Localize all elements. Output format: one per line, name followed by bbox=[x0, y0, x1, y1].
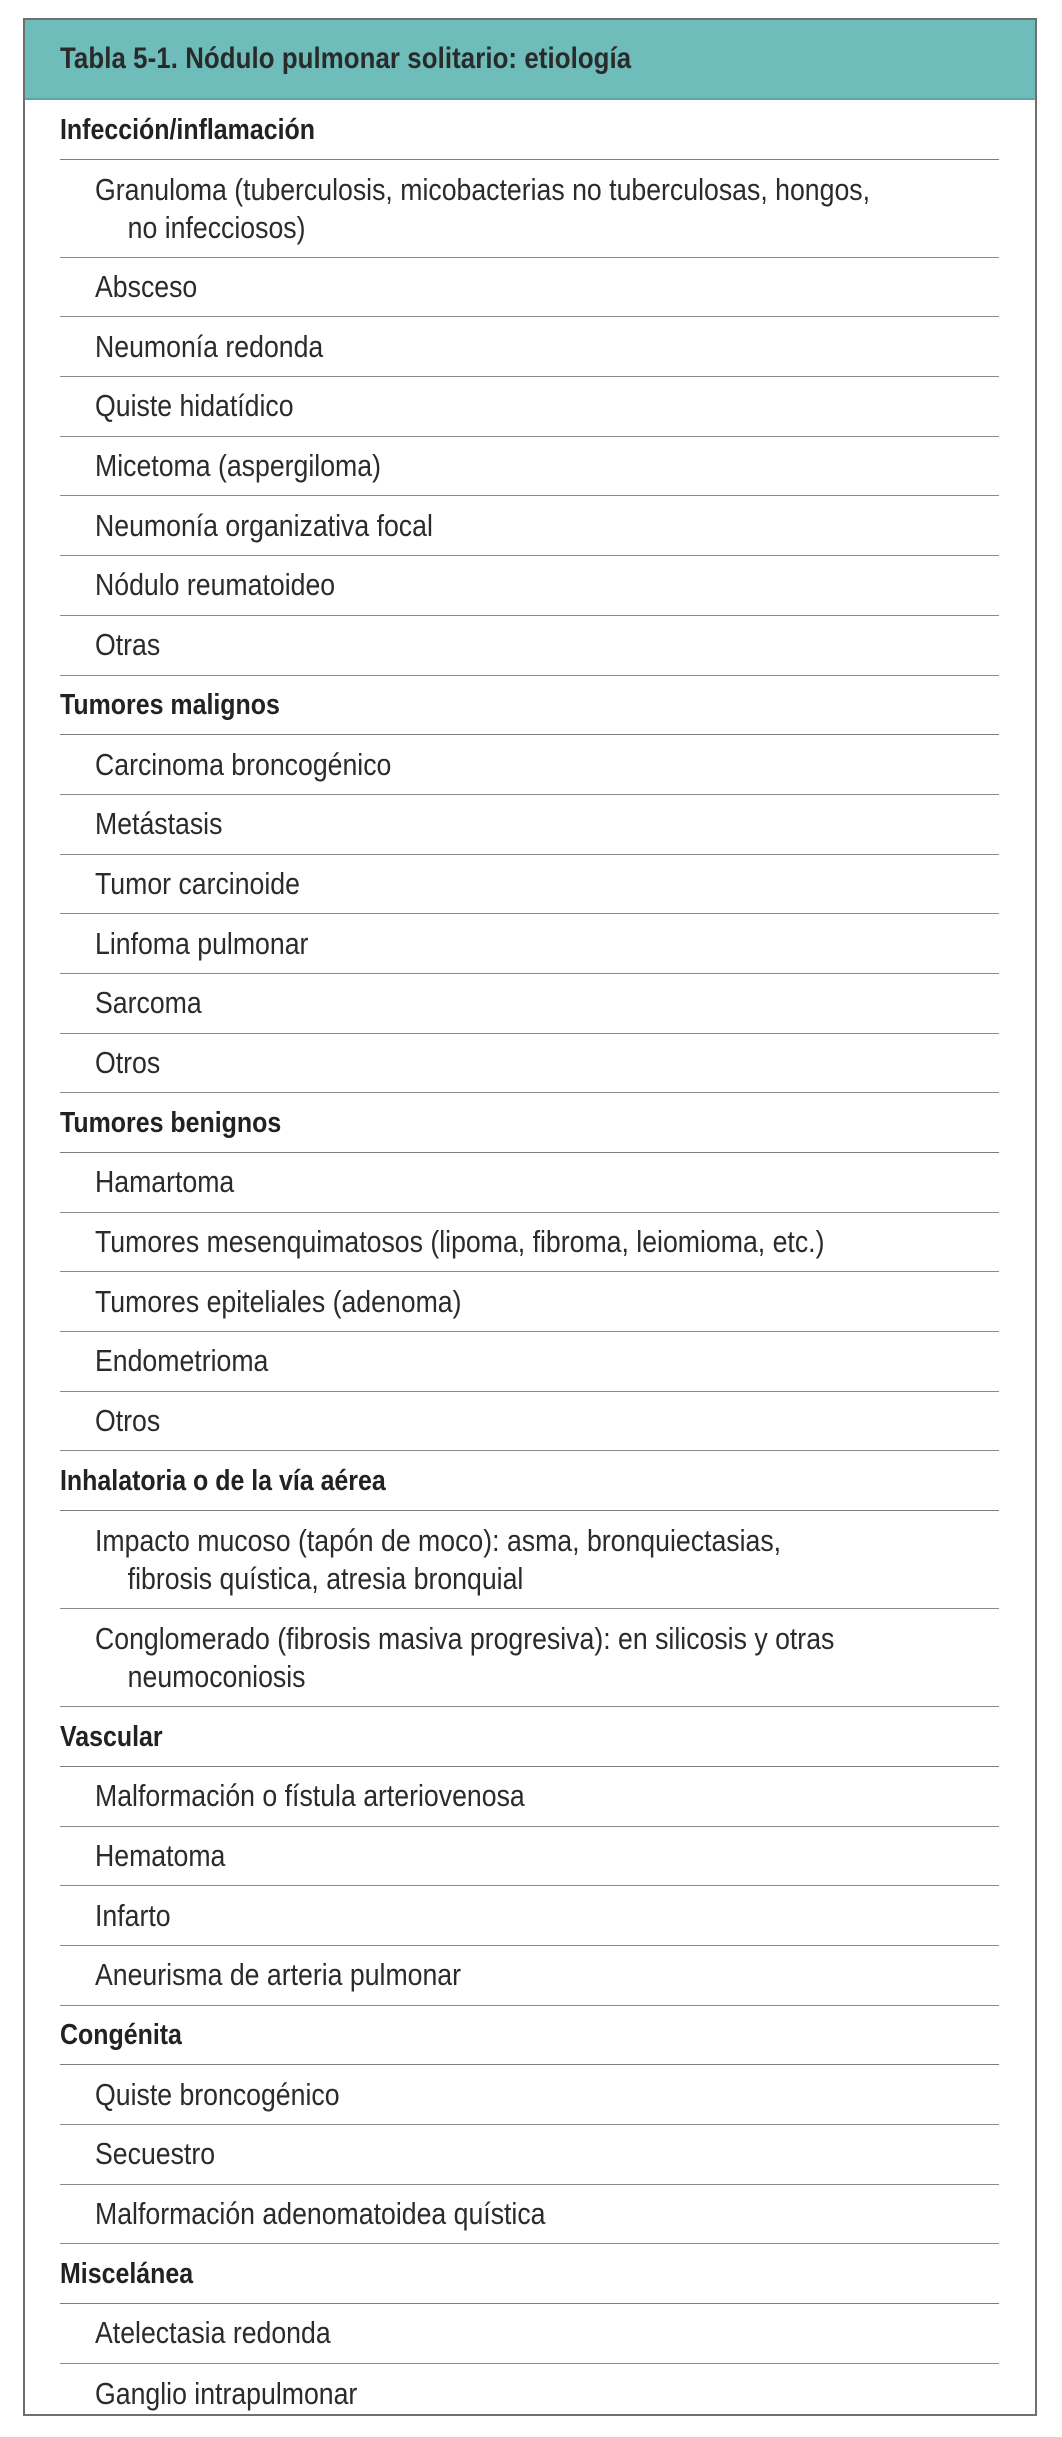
table-row bbox=[60, 1332, 999, 1392]
table-row bbox=[60, 2065, 999, 2125]
table-row bbox=[60, 377, 999, 437]
table-row-text: Malformación adenomatoidea quística bbox=[95, 2195, 546, 2231]
etiology-table bbox=[23, 18, 1037, 2416]
section-header-label: Inhalatoria o de la vía aérea bbox=[60, 1465, 386, 1498]
table-row bbox=[60, 2185, 999, 2245]
table-title: Tabla 5-1. Nódulo pulmonar solitario: etiología bbox=[60, 42, 632, 75]
table-row bbox=[60, 735, 999, 795]
section-header bbox=[60, 2006, 999, 2066]
table-row bbox=[60, 1272, 999, 1332]
table-row-text: Absceso bbox=[95, 269, 198, 305]
table-row-text: Quiste hidatídico bbox=[95, 388, 294, 424]
table-row-text: Atelectasia redonda bbox=[95, 2315, 331, 2351]
section-header-label: Tumores malignos bbox=[60, 689, 280, 722]
section-header bbox=[60, 1451, 999, 1511]
table-row-text: Infarto bbox=[95, 1897, 171, 1933]
table-row-text: Sarcoma bbox=[95, 985, 202, 1021]
table-row-text: Ganglio intrapulmonar bbox=[95, 2375, 358, 2411]
table-row-text: Impacto mucoso (tapón de moco): asma, bronquiectasias, fibrosis quística, atresia bronquial bbox=[95, 1523, 782, 1597]
table-row-text: Neumonía organizativa focal bbox=[95, 507, 433, 543]
section-header-label: Tumores benignos bbox=[60, 1107, 282, 1140]
table-row bbox=[60, 496, 999, 556]
section-header bbox=[60, 100, 999, 160]
section-header-label: Infección/inflamación bbox=[60, 113, 315, 146]
table-row-text: Endometrioma bbox=[95, 1343, 269, 1379]
table-row bbox=[60, 1034, 999, 1094]
table-row-text: Micetoma (aspergiloma) bbox=[95, 448, 381, 484]
table-row bbox=[60, 616, 999, 676]
table-row-text: Nódulo reumatoideo bbox=[95, 567, 336, 603]
table-row bbox=[60, 1767, 999, 1827]
table-row-text: Quiste broncogénico bbox=[95, 2076, 340, 2112]
table-row bbox=[60, 914, 999, 974]
table-row bbox=[60, 1392, 999, 1452]
table-row bbox=[60, 317, 999, 377]
table-row bbox=[60, 1886, 999, 1946]
table-row-text: Otros bbox=[95, 1403, 161, 1439]
table-row bbox=[60, 1609, 999, 1707]
section-header bbox=[60, 676, 999, 736]
table-row bbox=[60, 795, 999, 855]
table-row-text: Hamartoma bbox=[95, 1164, 235, 1200]
section-header-label: Congénita bbox=[60, 2019, 182, 2052]
table-row-text: Otras bbox=[95, 627, 161, 663]
table-row bbox=[60, 1213, 999, 1273]
table-row bbox=[60, 855, 999, 915]
table-row bbox=[60, 2304, 999, 2364]
table-row-text: Secuestro bbox=[95, 2136, 216, 2172]
table-row bbox=[60, 1946, 999, 2006]
table-row bbox=[60, 1153, 999, 1213]
table-row bbox=[60, 556, 999, 616]
table-row-text: Otros bbox=[95, 1044, 161, 1080]
table-row bbox=[60, 2364, 999, 2424]
table-body bbox=[25, 100, 1035, 2423]
table-row-text: Metástasis bbox=[95, 806, 223, 842]
table-row bbox=[60, 437, 999, 497]
table-title-bar bbox=[25, 20, 1035, 100]
table-row bbox=[60, 1827, 999, 1887]
table-row-text: Tumores epiteliales (adenoma) bbox=[95, 1283, 462, 1319]
table-row-text: Conglomerado (fibrosis masiva progresiva): en silicosis y otras neumoconiosis bbox=[95, 1621, 835, 1695]
table-row-text: Neumonía redonda bbox=[95, 328, 324, 364]
table-row-text: Hematoma bbox=[95, 1837, 226, 1873]
section-header bbox=[60, 1707, 999, 1767]
table-row-text: Tumores mesenquimatosos (lipoma, fibroma, leiomioma, etc.) bbox=[95, 1224, 825, 1260]
section-header bbox=[60, 1093, 999, 1153]
section-header bbox=[60, 2244, 999, 2304]
table-row-text: Malformación o fístula arteriovenosa bbox=[95, 1778, 525, 1814]
section-header-label: Vascular bbox=[60, 1720, 163, 1753]
table-row bbox=[60, 974, 999, 1034]
section-header-label: Miscelánea bbox=[60, 2258, 194, 2291]
table-row bbox=[60, 1511, 999, 1609]
table-row bbox=[60, 258, 999, 318]
table-row bbox=[60, 2125, 999, 2185]
table-row bbox=[60, 160, 999, 258]
table-row-text: Granuloma (tuberculosis, micobacterias no tuberculosas, hongos, no infecciosos) bbox=[95, 171, 871, 245]
table-row-text: Tumor carcinoide bbox=[95, 865, 300, 901]
table-row-text: Aneurisma de arteria pulmonar bbox=[95, 1957, 462, 1993]
table-row-text: Linfoma pulmonar bbox=[95, 925, 309, 961]
table-row-text: Carcinoma broncogénico bbox=[95, 746, 392, 782]
